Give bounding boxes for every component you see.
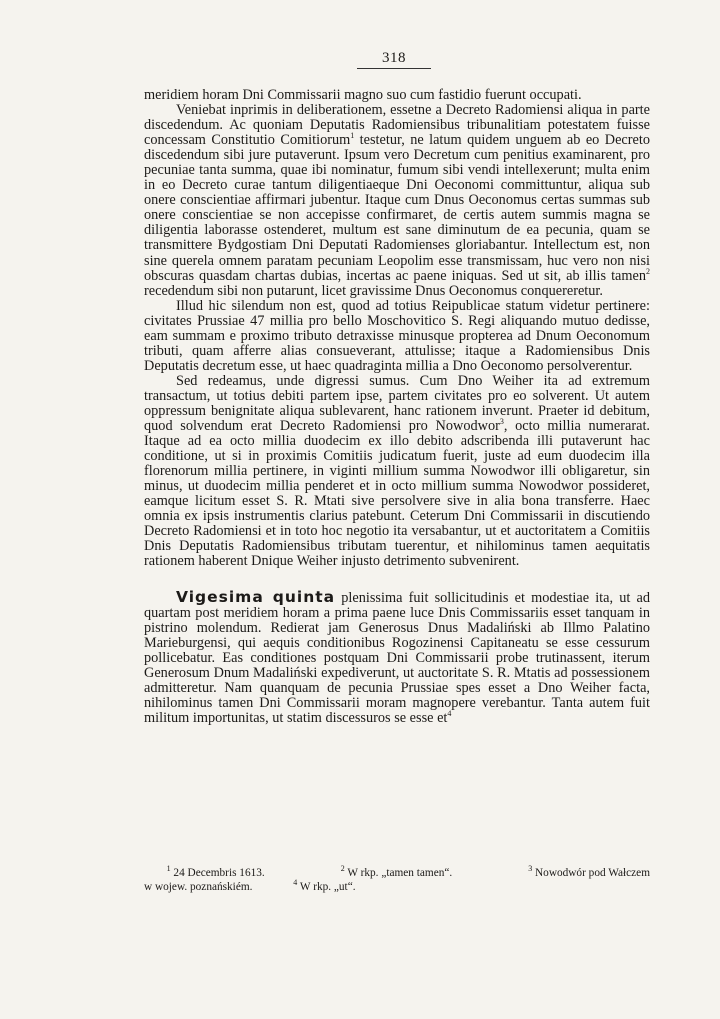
footnote-4: $^4$ W rkp. „ut“. — [293, 878, 356, 893]
paragraph-4 — [144, 374, 650, 570]
footnote-3: $^3$ Nowodwór pod Wałczem — [528, 864, 650, 879]
footnotes-line-2 — [144, 880, 650, 894]
paragraph-5-part-a: plenissima fuit sollicitudinis et modestiae ita, ut ad quartam post meridiem horam a prima paene luce Dnis Commissariis esset tanquam in pistrino molendum. Redierat jam Generosus Dnus Madaliński ab Illmo Palatino Marieburgensi, qui aequis conditionibus Rogozinensi Capitaneatu se esse cessurum pollicebatur. Eas conditiones postquam Dni Commissarii probe trutinassent, iterum Generosum Dnum Madaliński expediverunt, ut auctoritate S. R. Mtatis ad possessionem admitteretur. Nam quanquam de pecunia Prussiae spes esset a Dno Weiher facta, nihilominus tamen Dni Commissarii moram magnopere verebantur. Tanta autem fuit militum importunitas, ut statim discessuros se esse et — [144, 589, 650, 726]
footnotes — [144, 866, 650, 894]
body-text — [144, 88, 650, 726]
paragraph-4-part-b: , octo millia numerarat. Itaque ad ea octo millia duodecim ex illo debito adscribenda illi putaverunt hac conditione, ut si in proximis Comitiis judicatum fuerit, juste ad eum duodecim illa florenorum millia pertinere, in viginti millium summa Nowodwor illi obligaretur, sin minus, ut duodecim millia penderet et in octo millium summa Nowodwor possideret, eamque licitum esset S. R. Mtati sive persolvere sive in alia bona transferre. Haec omnia ex ipsis instrumentis clarius patebunt. Ceterum Dni Commissarii in discutiendo Decreto Radomiensi et in toto hoc negotio ita versabantur, ut et auctoritatem a Comitiis Dnis Deputatis Radomiensibus tributam tuerentur, et nihilominus tamen aequitatis rationem haberent Dnique Weiher injusto detrimento subvenirent. — [144, 418, 651, 570]
paragraph-5 — [144, 587, 650, 726]
footnote-ref-1: 1 — [350, 131, 355, 141]
section-lead-heading: Vigesima quinta — [176, 587, 336, 606]
paragraph-3: Illud hic silendum non est, quod ad totius Reipublicae statum videtur pertinere: civitates Prussiae 47 millia pro bello Moschovitico S. Regi aliquando mutuo dedisse, eam summam e proximo tributo detraxisse minusque propterea ad Dnum Oeconomum tributi, quam afferre alias consueverant, attulisse; itaque a Radomiensibus Dnis Deputatis decretum esse, ut haec quadraginta millia a Dno Oeconomo persolverentur. — [144, 297, 650, 374]
footnote-3-continued: w wojew. poznańskiém. — [144, 881, 253, 893]
paragraph-2 — [144, 103, 650, 299]
paragraph-2-part-c: recedendum sibi non putarunt, licet gravissime Dnus Oeconomus conquereretur. — [144, 282, 603, 299]
footnote-1: $^1$ 24 Decembris 1613. — [166, 864, 265, 879]
paragraph-4-part-a: Sed redeamus, unde digressi sumus. Cum Dno Weiher ita ad extremum transactum, ut totius debiti partem ipse, partem civitates pro eo solverent. Ut autem oppressum benignitate aliqua sublevarent, hanc rationem inverunt. Praeter id debitum, quod solvendum erat Decreto Radomiensi pro Nowodwor — [144, 372, 650, 435]
paragraph-2-part-b: testetur, ne latum quidem unguem ab eo Decreto discedendum sibi jure putaverunt. Ipsum vero Decretum cum penitius examinarent, pro pecuniae tanta summa, quae ibi nominatur, fumum sibi vendi intellexerunt; multa enim in eo Decreto curae tantum diligentiaeque Dni Oeconomi committuntur, aliqua sub onere conscientiae affirmari jubentur. Itaque cum Dnus Oeconomus certas summas sub onere conscientiae se non accepisse confirmaret, de certis autem summis magna se diligentia laborasse ostenderet, multum est sane diminutum de ea pecunia, quam se transmittere Bydgostiam Dni Deputati Radomienses gloriabantur. Intellectum est, non sine querela omnem paratam pecuniam Leopolim esse transmissam, huc vero non nisi obscuras quasdam chartas dubias, incertas ac paene iniquas. Sed ut sit, ab illis tamen — [144, 132, 651, 284]
footnote-2: $^2$ W rkp. „tamen tamen“. — [340, 864, 453, 879]
paragraph-1: meridiem horam Dni Commissarii magno suo cum fastidio fuerunt occupati. — [144, 87, 582, 103]
page-number: 318 — [357, 50, 431, 69]
footnote-ref-2: 2 — [646, 266, 650, 276]
footnote-ref-4: 4 — [447, 709, 452, 719]
footnotes-line-1 — [144, 866, 650, 880]
footnote-ref-3: 3 — [499, 417, 504, 427]
paragraph-2-part-a: Veniebat inprimis in deliberationem, essetne a Decreto Radomiensi aliqua in parte discedendum. Ac quoniam Deputatis Radomiensibus tribunalitiam potestatem fuisse concessam Constitutio Comitiorum — [144, 102, 650, 149]
